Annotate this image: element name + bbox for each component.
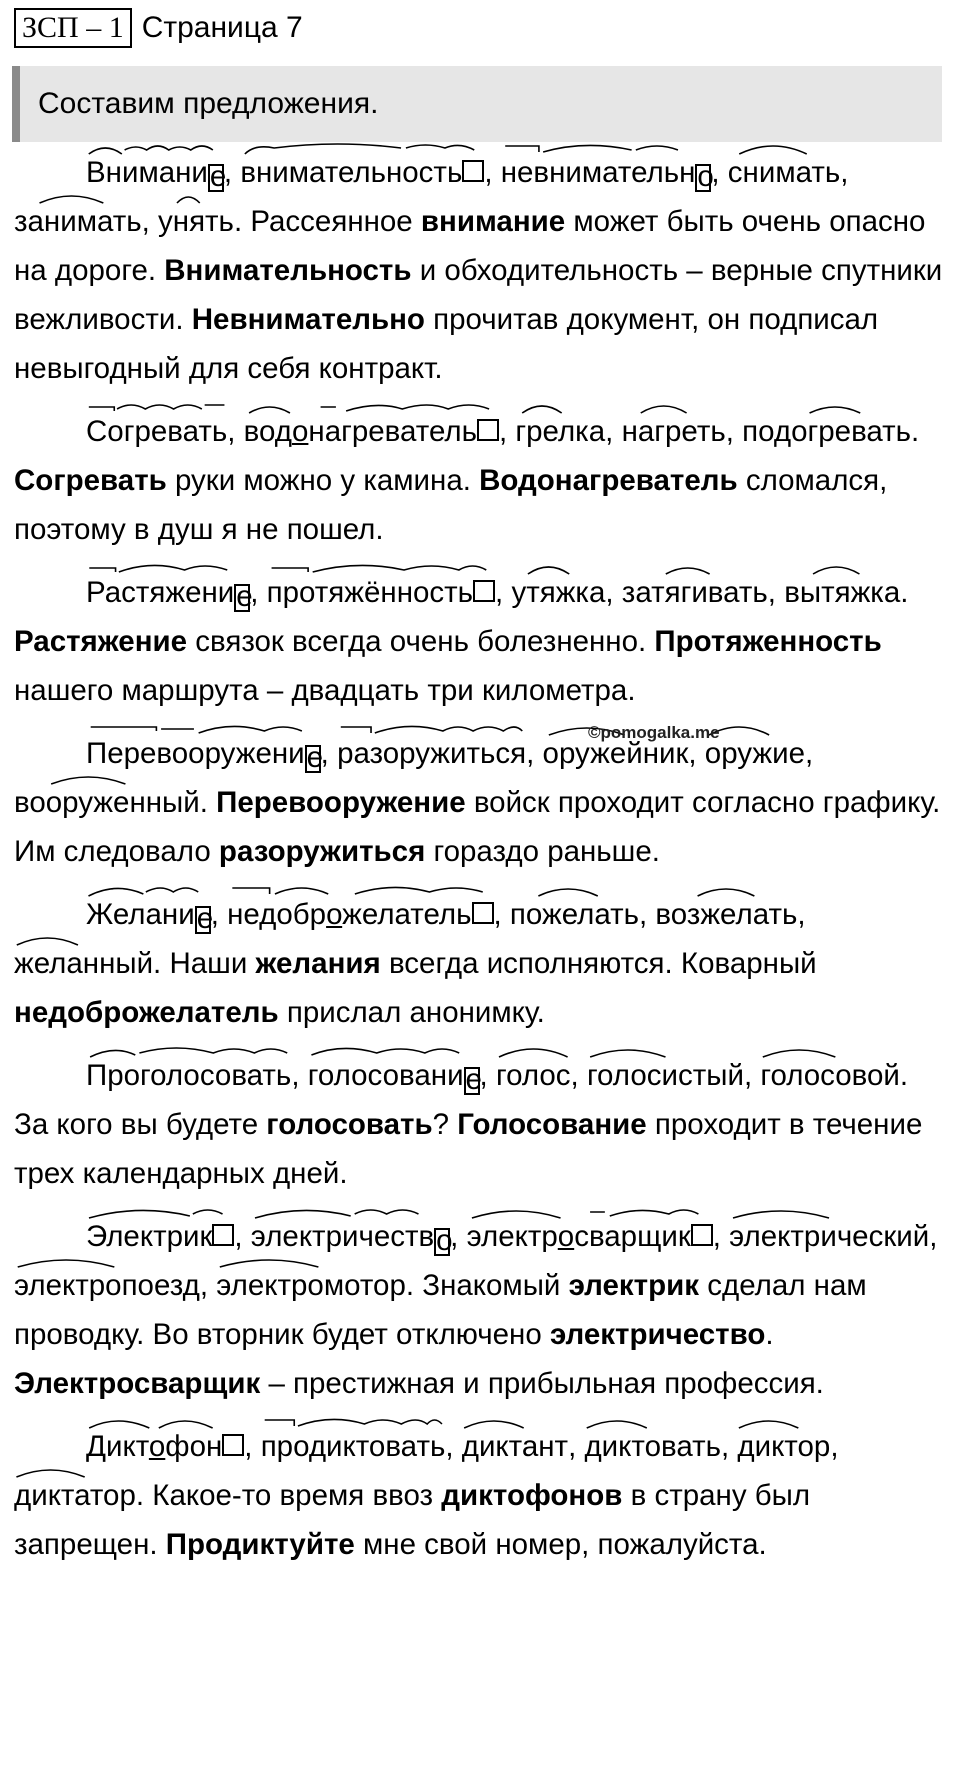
exercise-content: [14, 148, 944, 1583]
text: ,: [227, 415, 244, 448]
word-analysis: [622, 568, 768, 617]
text: связок всегда очень болезненно.: [187, 625, 655, 658]
ending-box: е: [236, 580, 253, 613]
word: нагреватель: [308, 415, 477, 448]
word-analysis: [14, 197, 142, 246]
word-analysis: [337, 729, 526, 778]
word: сварщик: [574, 1220, 691, 1253]
word: грелка: [515, 415, 606, 448]
word: Внимани: [86, 156, 208, 189]
text: может быть очень опасно на дороге.: [14, 205, 926, 287]
text: ,: [445, 1430, 462, 1463]
text: . Какое-то время ввоз: [135, 1479, 442, 1512]
word-analysis: [14, 1471, 136, 1520]
text: и обходительность – верные спутники вежливости.: [14, 254, 943, 336]
word-analysis: [622, 407, 726, 456]
word: желанный: [14, 947, 154, 980]
text: ,: [929, 1220, 938, 1253]
word: оружейник: [542, 737, 689, 770]
word-analysis: [250, 1212, 453, 1261]
text: ,: [570, 1059, 587, 1092]
text: в страну был запрещен.: [14, 1479, 811, 1561]
page-header: [14, 8, 303, 48]
text: ,: [830, 1430, 839, 1463]
word: голосовани: [307, 1059, 464, 1092]
text: ,: [479, 1059, 496, 1092]
text: .: [900, 576, 909, 609]
text: ,: [688, 737, 705, 770]
text: всегда исполняются. Коварный: [380, 947, 817, 980]
page-number: Страница 7: [141, 11, 303, 44]
word: голосовой: [760, 1059, 900, 1092]
text: ,: [450, 1220, 467, 1253]
text: . Знакомый: [405, 1269, 569, 1302]
bold-word: Согревать: [14, 464, 167, 497]
word: внимательность: [240, 156, 463, 189]
word-analysis: [729, 1212, 929, 1261]
bold-word: желания: [255, 947, 381, 980]
text: проходит в течение трех календарных дней.: [14, 1108, 923, 1190]
ending-box-empty: [473, 580, 495, 602]
text: ,: [244, 1430, 261, 1463]
word-analysis: [742, 407, 911, 456]
word-analysis: [510, 890, 639, 939]
word: электропоезд: [14, 1269, 200, 1302]
bold-word: разоружиться: [218, 835, 426, 868]
connecting-vowel: о: [557, 1220, 575, 1253]
word-analysis: [86, 1051, 291, 1100]
ending-box: е: [209, 160, 227, 193]
word-analysis: [655, 890, 797, 939]
exercise-code: ЗСП – 1: [14, 8, 132, 48]
word-analysis: [14, 1261, 200, 1310]
word-analysis: [705, 729, 805, 778]
word: электричеств: [250, 1220, 435, 1253]
word-analysis: [86, 1212, 234, 1261]
text: ,: [725, 415, 734, 448]
bold-word: электричество: [549, 1318, 766, 1351]
text: ,: [720, 1430, 738, 1463]
text: ,: [712, 1220, 721, 1253]
text: ,: [605, 415, 622, 448]
text: ,: [804, 737, 814, 770]
ending-box-empty: [212, 1224, 234, 1246]
word: фон: [165, 1430, 223, 1463]
text: ,: [568, 1430, 585, 1463]
text: мне свой номер, пожалуйста.: [354, 1528, 767, 1561]
word: диктор: [737, 1430, 831, 1463]
word: вытяжка: [784, 576, 901, 609]
text: . Рассеянное: [233, 205, 421, 238]
word: электромотор: [216, 1269, 406, 1302]
word: пожелать: [509, 898, 639, 931]
word-analysis: [86, 1422, 244, 1471]
text: ,: [250, 576, 267, 609]
word-analysis: [760, 1051, 900, 1100]
text: ,: [711, 156, 720, 189]
word-analysis: [467, 1212, 713, 1261]
word-analysis: [515, 407, 605, 456]
word: диктатор: [14, 1479, 136, 1512]
text: прислал анонимку.: [278, 996, 545, 1029]
connecting-vowel: о: [326, 898, 343, 931]
ending-box: е: [196, 902, 214, 935]
paragraph-1: [14, 148, 944, 393]
text: . Наши: [153, 947, 256, 980]
text: ,: [320, 737, 338, 770]
word-analysis: [86, 890, 214, 939]
word: электр: [466, 1220, 558, 1253]
word-analysis: [227, 890, 493, 939]
bold-word: Перевооружение: [216, 786, 466, 819]
word: электрический: [729, 1220, 930, 1253]
word-analysis: [261, 1422, 446, 1471]
text: прочитав документ, он подписал невыгодный для себя контракт.: [14, 303, 879, 385]
word-analysis: [86, 568, 253, 617]
bold-word: диктофонов: [441, 1479, 623, 1512]
text: ,: [493, 898, 510, 931]
word-analysis: [86, 407, 227, 456]
bold-word: Голосование: [457, 1108, 647, 1141]
word-analysis: [86, 148, 227, 197]
word: занимать: [14, 205, 142, 238]
bold-word: электрик: [568, 1269, 700, 1302]
word: разоружиться: [337, 737, 527, 770]
ending-box: е: [465, 1063, 482, 1096]
word: вод: [243, 415, 292, 448]
text: .: [199, 786, 217, 819]
word-analysis: [308, 1051, 480, 1100]
word: Согревать: [86, 415, 228, 448]
word-analysis: [784, 568, 900, 617]
text: ,: [210, 898, 228, 931]
connecting-vowel: о: [148, 1430, 166, 1463]
paragraph-7: [14, 1212, 944, 1408]
text: руки можно у камина.: [166, 464, 480, 497]
text: сломался, поэтому в душ я не пошел.: [14, 464, 888, 546]
word-analysis: [216, 1261, 406, 1310]
ending-box-empty: [477, 419, 499, 441]
text: войск проходит согласно графику. Им следовало: [14, 786, 941, 868]
bold-word: внимание: [420, 205, 566, 238]
bold-word: Невнимательно: [191, 303, 425, 336]
word-analysis: [501, 148, 712, 197]
ending-box-empty: [222, 1434, 244, 1456]
paragraph-3: [14, 568, 944, 715]
bold-word: Протяженность: [654, 625, 882, 658]
ending-box-empty: [691, 1224, 713, 1246]
word-analysis: [496, 1051, 571, 1100]
text: ,: [767, 576, 776, 609]
word-analysis: [158, 197, 234, 246]
word-analysis: [244, 407, 499, 456]
paragraph-4: [14, 729, 944, 876]
word-analysis: [511, 568, 605, 617]
word-analysis: [86, 729, 324, 778]
text: ,: [291, 1059, 308, 1092]
word: затягивать: [621, 576, 768, 609]
word: Растяжени: [86, 576, 235, 609]
text: ,: [234, 1220, 251, 1253]
word: Проголосовать: [86, 1059, 292, 1092]
word: диктовать: [584, 1430, 721, 1463]
word: нагреть: [621, 415, 726, 448]
text: ,: [797, 898, 806, 931]
word-analysis: [462, 1422, 568, 1471]
text: – престижная и прибыльная профессия.: [260, 1367, 824, 1400]
text: ,: [141, 205, 159, 238]
word: невнимательн: [500, 156, 696, 189]
word: оружие: [704, 737, 805, 770]
paragraph-2: [14, 407, 944, 554]
word-analysis: [267, 568, 495, 617]
word: утяжка: [511, 576, 606, 609]
word: недобр: [227, 898, 327, 931]
word: протяжённость: [266, 576, 474, 609]
bold-word: Водонагреватель: [479, 464, 738, 497]
ending-box: о: [697, 160, 714, 193]
text: . За кого вы будете: [14, 1059, 909, 1141]
word-analysis: [240, 148, 484, 197]
task-heading: Составим предложения.: [12, 66, 942, 142]
paragraph-6: [14, 1051, 944, 1198]
word: Желани: [86, 898, 195, 931]
paragraph-5: [14, 890, 944, 1037]
text: нашего маршрута – двадцать три километра.: [14, 674, 636, 707]
paragraph-8: [14, 1422, 944, 1569]
bold-word: голосовать: [266, 1108, 433, 1141]
ending-box: е: [306, 741, 324, 774]
word: голос: [495, 1059, 571, 1092]
connecting-vowel: о: [291, 415, 309, 448]
text: ?: [432, 1108, 458, 1141]
word: подогревать: [742, 415, 912, 448]
text: .: [765, 1318, 774, 1351]
ending-box-empty: [472, 902, 494, 924]
text: ,: [743, 1059, 753, 1092]
text: ,: [638, 898, 656, 931]
text: .: [911, 415, 920, 448]
bold-word: Растяжение: [14, 625, 188, 658]
word: желатель: [342, 898, 472, 931]
text: ,: [840, 156, 849, 189]
word: вооруженный: [14, 786, 200, 819]
text: ,: [199, 1269, 217, 1302]
bold-word: Продиктуйте: [165, 1528, 355, 1561]
word-analysis: [737, 1422, 830, 1471]
text: ,: [495, 576, 512, 609]
ending-box: о: [436, 1224, 453, 1257]
bold-word: недоброжелатель: [14, 996, 279, 1029]
word: продиктовать: [260, 1430, 446, 1463]
word-analysis: [587, 1051, 744, 1100]
word: Дикт: [86, 1430, 149, 1463]
watermark: ©pomogalka.me: [588, 723, 720, 742]
bold-word: Электросварщик: [14, 1367, 261, 1400]
word: возжелать: [655, 898, 798, 931]
text: ,: [223, 156, 241, 189]
word: голосистый: [586, 1059, 744, 1092]
word: Перевооружени: [86, 737, 305, 770]
word-analysis: [584, 1422, 721, 1471]
text: ,: [526, 737, 543, 770]
word-analysis: [14, 778, 200, 827]
word: Электрик: [86, 1220, 213, 1253]
word: диктант: [461, 1430, 569, 1463]
word: снимать: [727, 156, 841, 189]
text: ,: [605, 576, 622, 609]
word-analysis: [14, 939, 153, 988]
text: сделал нам проводку. Во вторник будет отключено: [14, 1269, 867, 1351]
text: ,: [498, 415, 516, 448]
text: гораздо раньше.: [425, 835, 660, 868]
ending-box-empty: [462, 160, 484, 182]
bold-word: Внимательность: [164, 254, 412, 287]
word-analysis: [728, 148, 840, 197]
text: ,: [484, 156, 501, 189]
word: унять: [158, 205, 234, 238]
